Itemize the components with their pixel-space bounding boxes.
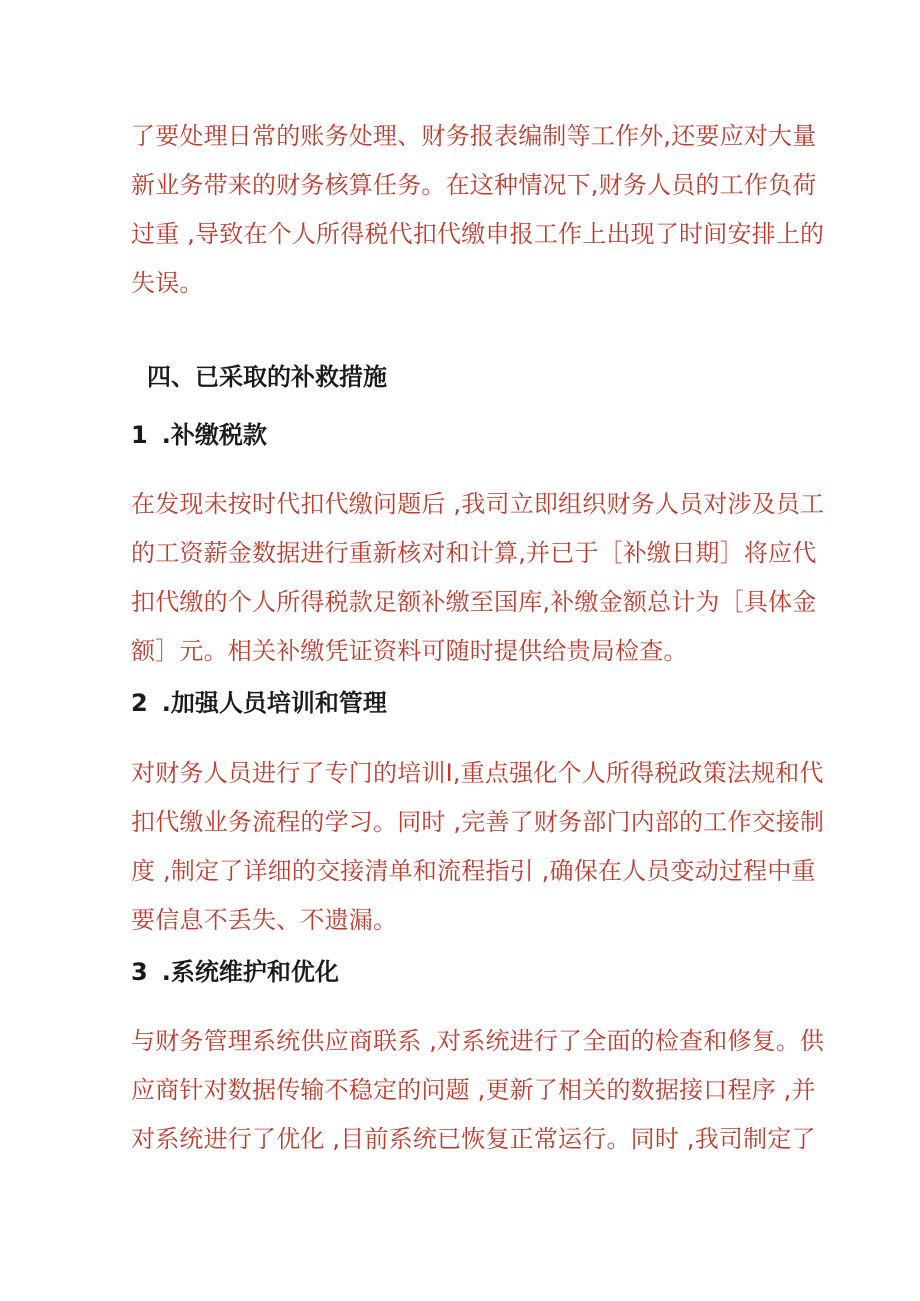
paragraph-line: 了要处理日常的账务处理、财务报表编制等工作外,还要应对大量 — [131, 122, 817, 150]
paragraph-line: 额］元。相关补缴凭证资料可随时提供给贵局检查。 — [131, 637, 688, 665]
item-3-paragraph — [131, 1017, 825, 1164]
paragraph-line: 要信息不丢失、不遗漏。 — [131, 906, 398, 934]
item-number: 3 — [131, 958, 148, 986]
item-number: 1 — [131, 421, 148, 449]
paragraph-line: 扣代缴业务流程的学习。同时 ,完善了财务部门内部的工作交接制 — [131, 808, 825, 836]
item-title: .加强人员培训和管理 — [161, 689, 387, 717]
paragraph-line: 新业务带来的财务核算任务。在这种情况下,财务人员的工作负荷 — [131, 171, 817, 199]
paragraph-line: 失误。 — [131, 269, 204, 297]
paragraph-line: 过重 ,导致在个人所得税代扣代缴申报工作上出现了时间安排上的 — [131, 220, 825, 248]
paragraph-line: 扣代缴的个人所得税款足额补缴至国库,补缴金额总计为［具体金 — [131, 588, 817, 616]
paragraph-line: 度 ,制定了详细的交接清单和流程指引 ,确保在人员变动过程中重 — [131, 857, 816, 885]
paragraph-line: 应商针对数据传输不稳定的问题 ,更新了相关的数据接口程序 ,并 — [131, 1076, 816, 1104]
item-1-heading — [131, 420, 267, 450]
paragraph-line: 的工资薪金数据进行重新核对和计算,并已于［补缴日期］将应代 — [131, 539, 817, 567]
item-title: .补缴税款 — [161, 421, 267, 449]
item-number: 2 — [131, 689, 148, 717]
paragraph-line: 与财务管理系统供应商联系 ,对系统进行了全面的检查和修复。供 — [131, 1027, 825, 1055]
intro-paragraph — [131, 112, 825, 308]
item-2-heading — [131, 688, 387, 718]
paragraph-line: 在发现未按时代扣代缴问题后 ,我司立即组织财务人员对涉及员工 — [131, 490, 825, 518]
paragraph-line: 对系统进行了优化 ,目前系统已恢复正常运行。同时 ,我司制定了 — [131, 1125, 816, 1153]
item-1-paragraph — [131, 480, 825, 676]
item-3-heading — [131, 957, 339, 987]
item-title: .系统维护和优化 — [161, 958, 339, 986]
section-heading: 四、已采取的补救措施 — [147, 363, 387, 391]
paragraph-line: 对财务人员进行了专门的培训I,重点强化个人所得税政策法规和代 — [131, 759, 824, 787]
item-2-paragraph — [131, 749, 825, 945]
